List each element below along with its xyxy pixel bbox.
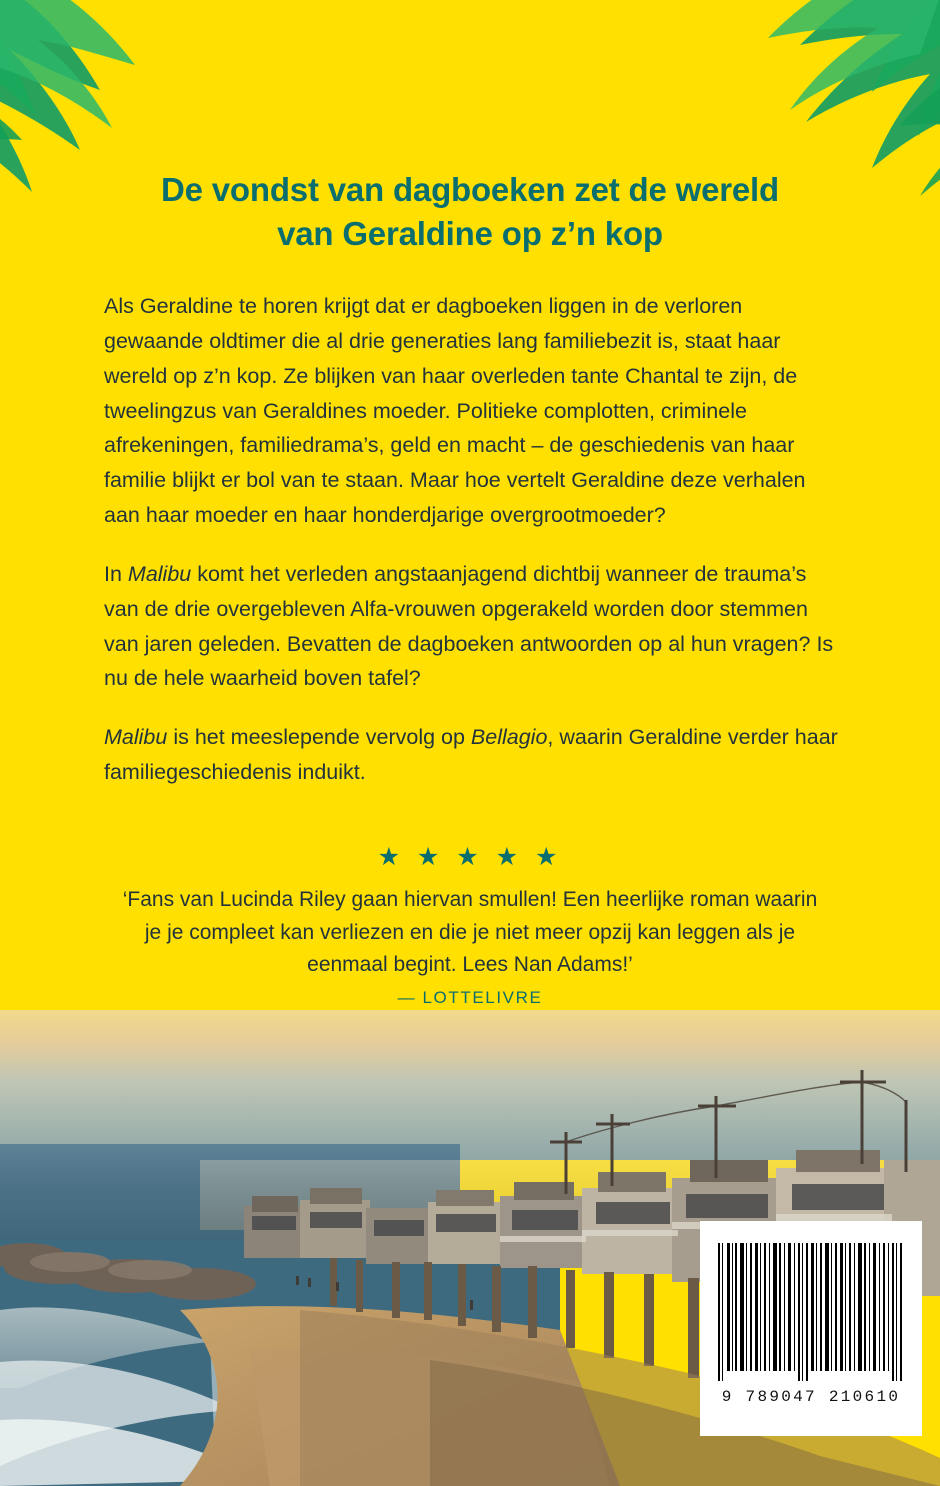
rating-stars: ★ ★ ★ ★ ★ [377, 842, 563, 871]
blurb-paragraph-3: Malibu is het meeslepende vervolg op Bellagio, waarin Geraldine verder haar familiegeschiedenis induikt. [104, 725, 838, 785]
headline-line-2: van Geraldine op z’n kop [277, 214, 663, 252]
review-quote: ‘Fans van Lucinda Riley gaan hiervan smullen! Een heerlijke roman waarin je je compleet kan verliezen en die je niet meer opzij kan leggen als je eenmaal begint. Lees Nan Adams!’ [122, 887, 818, 977]
barcode-number: 9 789047 210610 [721, 1388, 901, 1406]
blurb-paragraph-2: In Malibu komt het verleden angstaanjagend dichtbij wanneer de trauma’s van de drie overgebleven Alfa-vrouwen opgerakeld worden door stemmen van jaren geleden. Bevatten de dagboeken antwoorden op al hun vragen? Is nu de hele waarheid boven tafel? [104, 561, 834, 691]
page-title [0, 0, 940, 255]
barcode [700, 1221, 922, 1436]
barcode-bars [716, 1243, 906, 1381]
headline-line-1: De vondst van dagboeken zet de wereld [161, 171, 779, 208]
review-source: — LOTTELIVRE [397, 988, 543, 1008]
blurb-paragraph-1: Als Geraldine te horen krijgt dat er dagboeken liggen in de verloren gewaande oldtimer die al drie generaties lang familiebezit is, staat haar wereld op z’n kop. Ze blijken van haar overleden tante Chantal te zijn, de tweelingzus van Geraldines moeder. Politieke complotten, criminele afrekeningen, familiedrama’s, geld en macht – de geschiedenis van haar familie blijkt er bol van te staan. Maar hoe vertelt Geraldine deze verhalen aan haar moeder en haar honderdjarige overgrootmoeder? [104, 294, 806, 528]
blurb-text [0, 255, 940, 790]
